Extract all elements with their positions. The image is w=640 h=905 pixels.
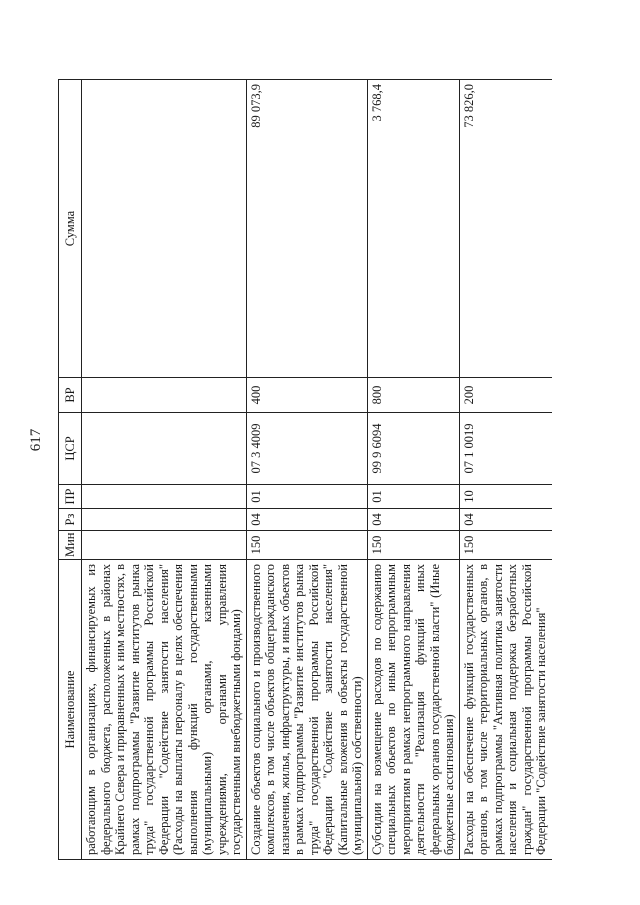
header-min: Мин bbox=[59, 531, 82, 560]
row-vr: 400 bbox=[246, 378, 367, 413]
table-row bbox=[459, 80, 552, 860]
row-min bbox=[82, 531, 247, 560]
table-row bbox=[82, 80, 247, 860]
header-rz: Рз bbox=[59, 509, 82, 531]
row-rz: 04 bbox=[367, 509, 459, 531]
row-pr: 01 bbox=[246, 485, 367, 509]
row-vr: 800 bbox=[367, 378, 459, 413]
row-sum: 73 826,0 bbox=[459, 80, 552, 378]
row-sum: 3 768,4 bbox=[367, 80, 459, 378]
header-pr: ПР bbox=[59, 485, 82, 509]
row-pr bbox=[82, 485, 247, 509]
row-min: 150 bbox=[367, 531, 459, 560]
budget-table bbox=[58, 79, 552, 860]
row-csr: 07 1 0019 bbox=[459, 413, 552, 485]
row-vr: 200 bbox=[459, 378, 552, 413]
row-pr: 10 bbox=[459, 485, 552, 509]
row-sum: 89 073,9 bbox=[246, 80, 367, 378]
header-name: Наименование bbox=[59, 560, 82, 860]
header-row bbox=[59, 80, 82, 860]
row-rz: 04 bbox=[459, 509, 552, 531]
table-row bbox=[367, 80, 459, 860]
row-min: 150 bbox=[246, 531, 367, 560]
row-rz: 04 bbox=[246, 509, 367, 531]
row-min: 150 bbox=[459, 531, 552, 560]
row-name: работающим в организациях, финансируемых из федерального бюджета, расположенных в районах Крайнего Севера и приравненных к ним местностях, в рамках подпрограммы "Развитие институтов рынка труда" государственной программы Российской Федерации "Содействие занятости населения" (Расходы на выплаты персоналу в целях обеспечения выполнения функций государственными (муниципальными) органами, казенными учреждениями, органами управления государственными внебюджетными фондами) bbox=[82, 560, 247, 860]
row-rz bbox=[82, 509, 247, 531]
header-sum: Сумма bbox=[59, 80, 82, 378]
row-name: Расходы на обеспечение функций государственных органов, в том числе территориальных органов, в рамках подпрограммы "Активная политика занятости населения и социальная поддержка безработных граждан" государственной программы Российской Федерации "Содействие занятости населения" bbox=[459, 560, 552, 860]
table-row bbox=[246, 80, 367, 860]
row-csr bbox=[82, 413, 247, 485]
row-csr: 99 9 6094 bbox=[367, 413, 459, 485]
row-sum bbox=[82, 80, 247, 378]
header-vr: ВР bbox=[59, 378, 82, 413]
header-csr: ЦСР bbox=[59, 413, 82, 485]
page-number: 617 bbox=[28, 428, 44, 452]
row-pr: 01 bbox=[367, 485, 459, 509]
row-name: Создание объектов социального и производственного комплексов, в том числе объектов общегражданского назначения, жилья, инфраструктуры, и иных объектов в рамках подпрограммы "Развитие институтов рынка труда" государственной программы Российской Федерации "Содействие занятости населения" (Капитальные вложения в объекты государственной (муниципальной) собственности) bbox=[246, 560, 367, 860]
row-vr bbox=[82, 378, 247, 413]
row-csr: 07 3 4009 bbox=[246, 413, 367, 485]
row-name: Субсидии на возмещение расходов по содержанию специальных объектов по иным непрограммным мероприятиям в рамках непрограммного направления деятельности "Реализация функций иных федеральных органов государственной власти" (Иные бюджетные ассигнования) bbox=[367, 560, 459, 860]
